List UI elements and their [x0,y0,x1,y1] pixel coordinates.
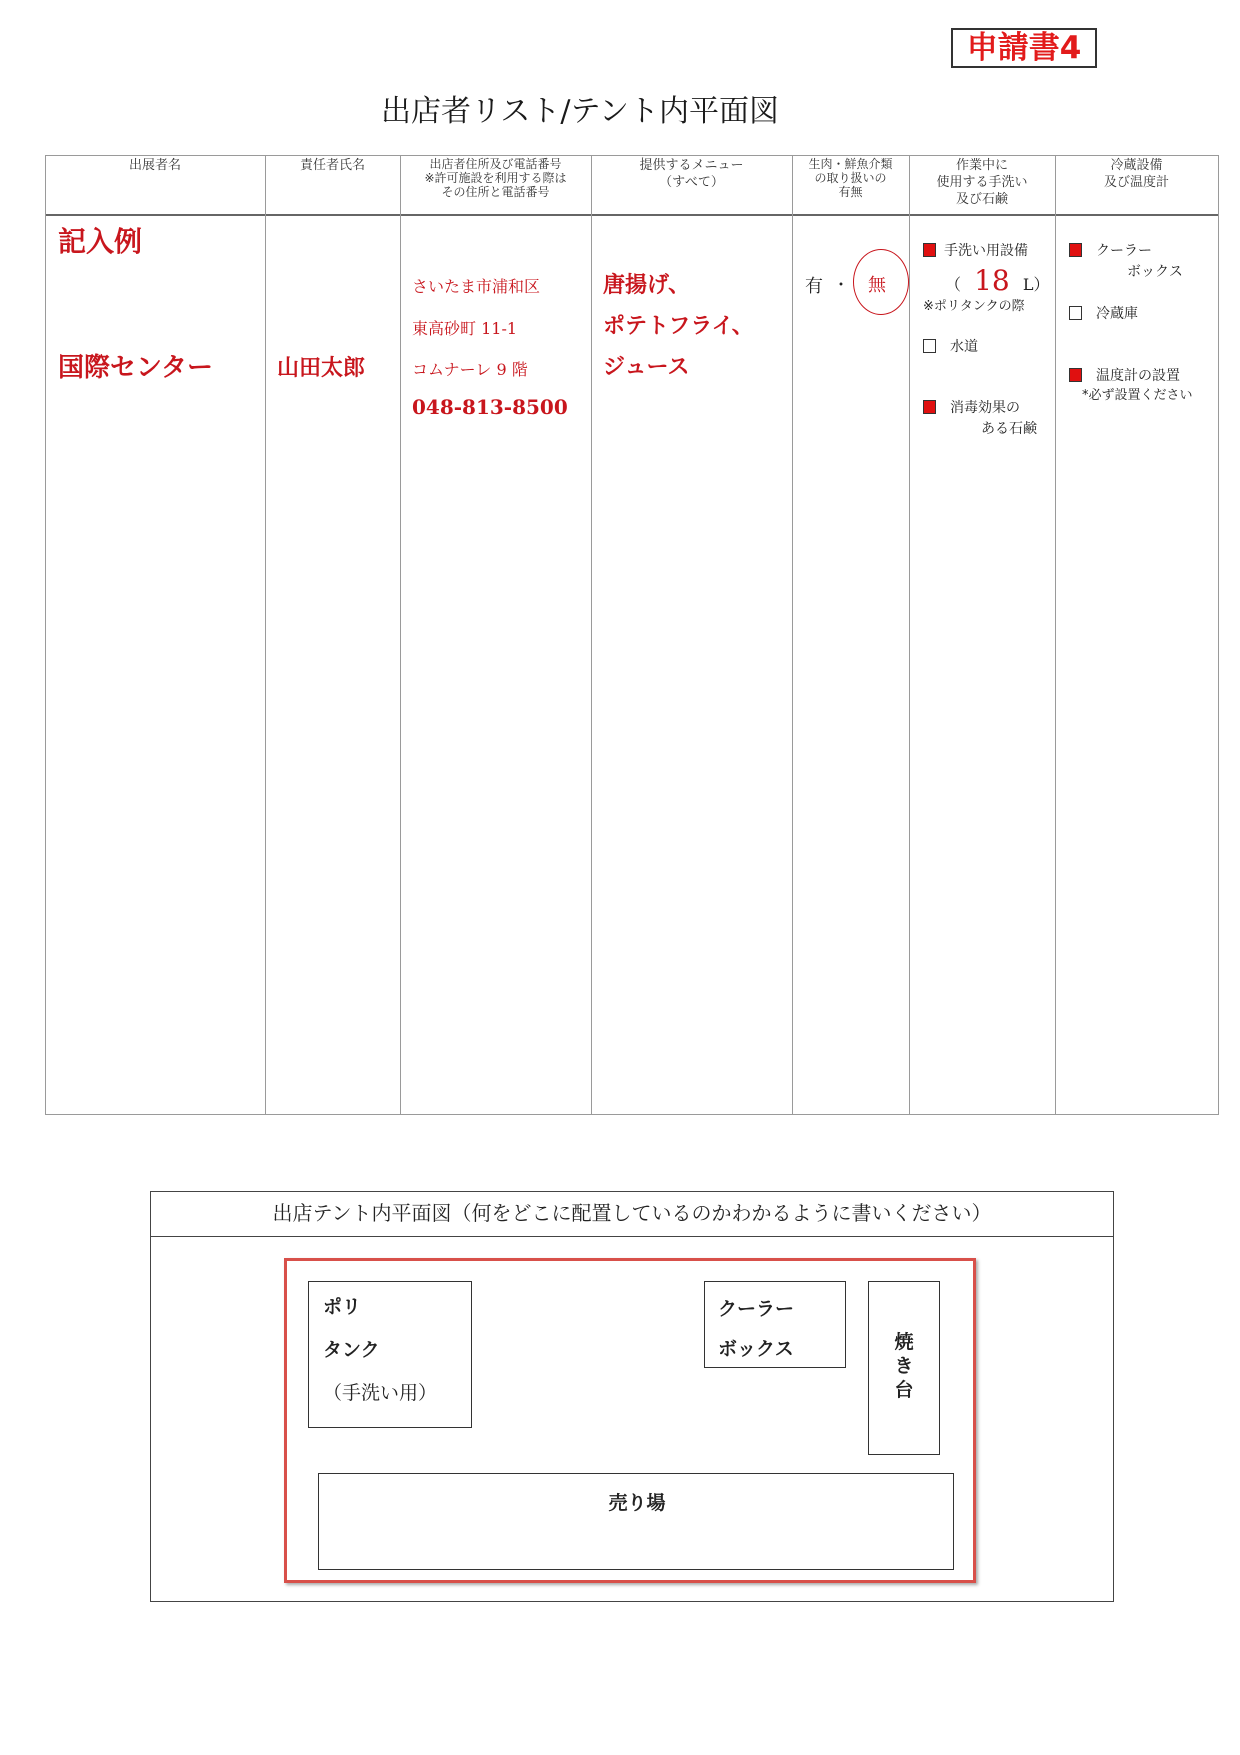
header-text: 責任者氏名 [299,158,365,173]
example-exhibitor-name: 国際センター [58,353,213,383]
column-divider [1055,155,1056,1115]
tent-floor-plan [150,1191,1114,1602]
header-text: 有無 [838,185,863,199]
header-text: 作業中に [955,158,1008,173]
table-border-right [1218,155,1219,1115]
header-text: 出展者名 [128,158,181,173]
checkbox-checked-icon[interactable] [1069,368,1082,382]
example-manager-name: 山田太郎 [277,355,366,381]
header-manager-name [265,157,400,174]
option-label: 冷蔵庫 [1096,306,1138,322]
option-label: 温度計の設置 [1096,368,1180,384]
header-menu [591,157,792,191]
cooler-box-option [1069,240,1152,260]
plan-label: ポリ [323,1296,362,1318]
raw-meat-yes-option: 有 [805,276,823,297]
handwash-volume [945,264,1049,297]
plan-label: 売り場 [608,1492,666,1514]
header-text: 生肉・鮮魚介類 [808,157,893,171]
option-label: 手洗い用設備 [944,243,1028,259]
column-divider [265,155,266,1115]
grill-block [868,1281,940,1455]
plan-label: クーラー [718,1298,795,1320]
example-address-line: 東高砂町 11-1 [412,319,518,338]
checkbox-checked-icon[interactable] [1069,243,1082,257]
header-text: その住所と電話番号 [441,185,550,199]
thermometer-option [1069,365,1180,385]
header-text: の取り扱いの [814,171,887,185]
raw-meat-no-option: 無 [868,275,886,296]
table-border-top [45,155,1219,156]
option-label: 消毒効果の [950,400,1020,416]
selected-circle-mark [853,249,909,315]
option-label: 水道 [950,339,978,355]
header-handwash-soap [909,157,1055,208]
exhibitor-list-table [45,155,1219,1115]
checkbox-checked-icon[interactable] [923,243,936,257]
column-divider [792,155,793,1115]
header-text: 及び温度計 [1103,175,1169,190]
table-border-bottom [45,1114,1219,1115]
poly-tank-note: ※ポリタンクの際 [923,299,1025,314]
paren: （ [945,275,962,294]
poly-tank-box [308,1281,472,1428]
example-label: 記入例 [58,225,143,258]
example-menu-item: 唐揚げ、 [603,272,691,298]
handwash-volume-value: 18 [974,264,1010,297]
example-menu-item: ポテトフライ、 [603,313,754,339]
plan-label: タンク [323,1339,380,1361]
column-divider [400,155,401,1115]
example-menu-item: ジュース [603,354,690,380]
plan-label: ボックス [718,1338,794,1360]
refrigerator-option [1069,303,1138,323]
plan-label: （手洗い用） [323,1382,438,1404]
header-text: 使用する手洗い [936,175,1028,190]
cooler-box-block [704,1281,846,1368]
column-divider [909,155,910,1115]
table-header-divider [45,214,1219,216]
header-refrigeration [1055,157,1218,191]
page-title: 出店者リスト/テント内平面図 [380,94,779,129]
header-text: ※許可施設を利用する際は [424,171,567,185]
example-phone: 048-813-8500 [412,395,568,419]
thermometer-note: *必ず設置ください [1082,388,1193,403]
option-separator: ・ [833,275,850,294]
sales-counter-block [318,1473,954,1570]
soap-option-line2: ある石鹸 [981,421,1037,437]
form-number-badge: 申請書4 [951,28,1097,68]
handwash-volume-unit: L） [1022,275,1050,294]
example-address-line: コムナーレ 9 階 [412,360,528,379]
floor-plan-title: 出店テント内平面図（何をどこに配置しているのかわかるように書いください） [151,1192,1113,1237]
header-text: 出店者住所及び電話番号 [429,157,562,171]
example-address-line: さいたま市浦和区 [412,277,541,296]
soap-option [923,397,1020,417]
table-border-left [45,155,46,1115]
header-text: （すべて） [659,175,724,190]
header-address-phone [400,157,591,199]
checkbox-checked-icon[interactable] [923,400,936,414]
checkbox-unchecked-icon[interactable] [1069,306,1082,320]
header-exhibitor-name [45,157,265,174]
header-text: 及び石鹸 [955,192,1008,207]
header-text: 提供するメニュー [639,158,744,173]
tap-water-option [923,336,978,356]
cooler-box-option-line2: ボックス [1127,264,1183,280]
header-text: 冷蔵設備 [1110,158,1163,173]
option-label: クーラー [1096,243,1152,259]
column-divider [591,155,592,1115]
checkbox-unchecked-icon[interactable] [923,339,936,353]
handwash-equipment-option [923,240,1028,260]
header-raw-meat-fish [792,157,909,199]
plan-label: 焼き台 [894,1331,914,1401]
